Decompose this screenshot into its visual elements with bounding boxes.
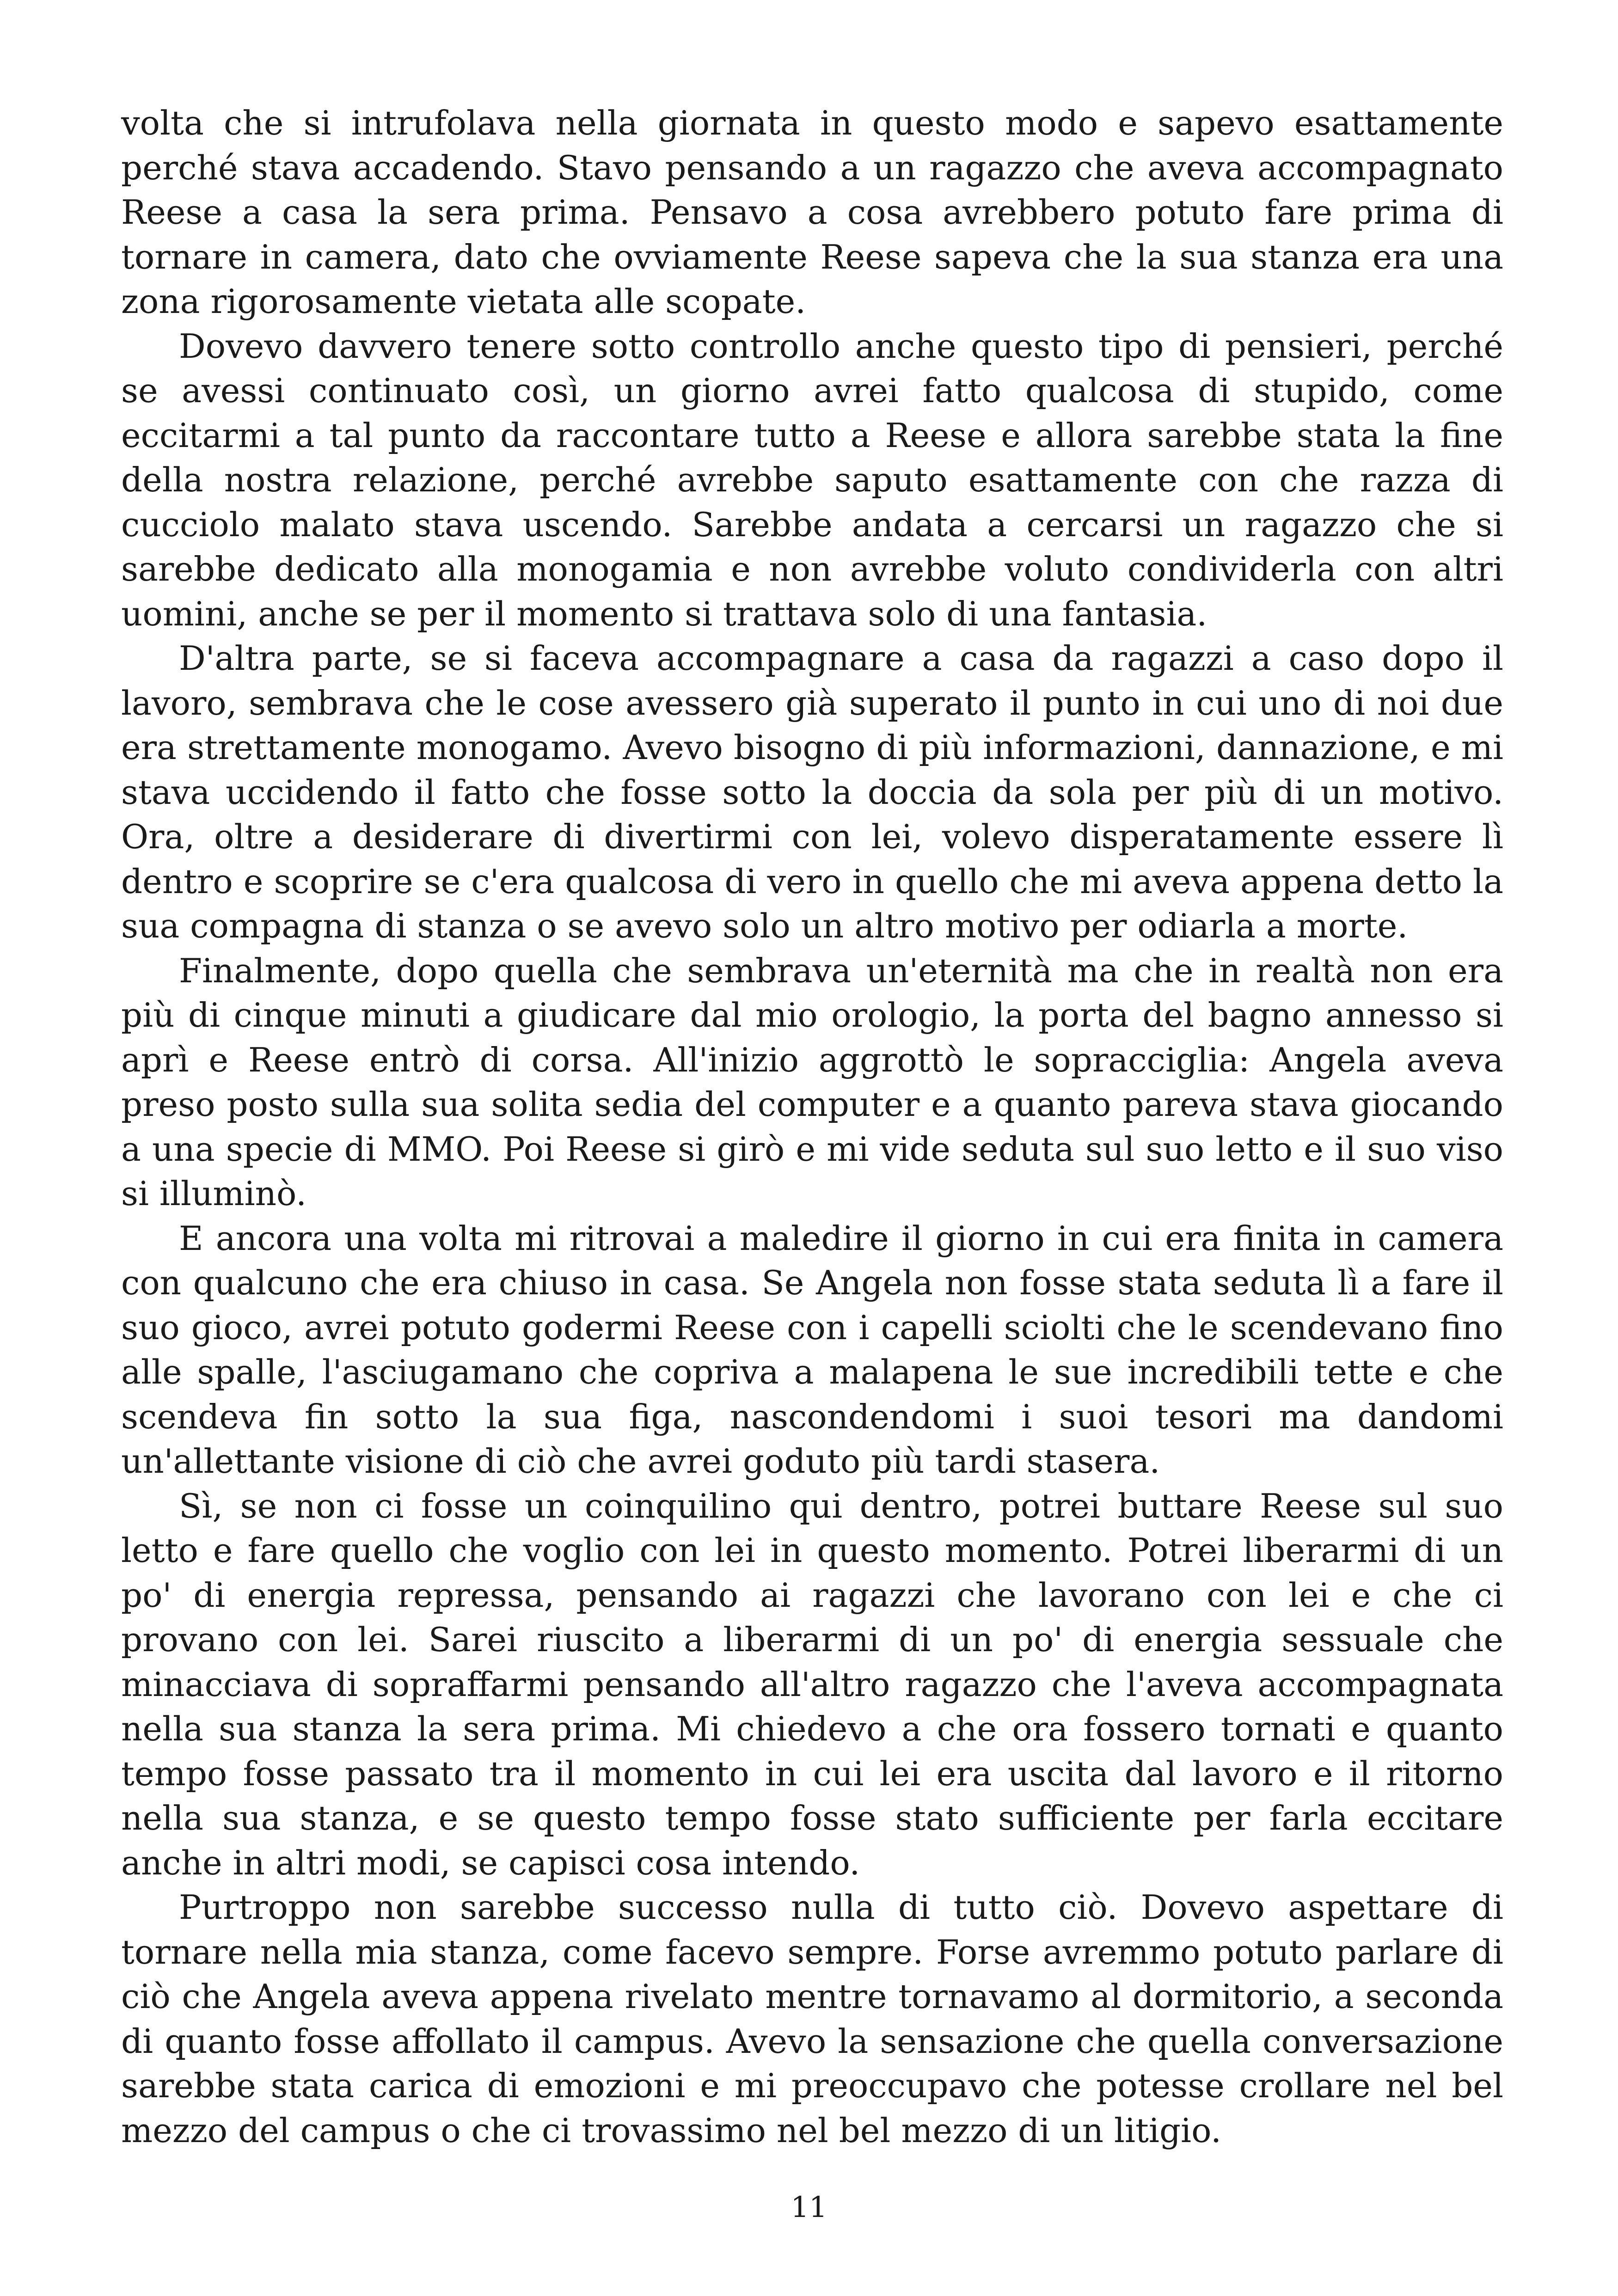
page-body: [121, 101, 1503, 2153]
paragraph-4: Finalmente, dopo quella che sembrava un'eternità ma che in realtà non era più di cinque minuti a giudicare dal mio orologio, la porta del bagno annesso si aprì e Reese entrò di corsa. All'inizio aggrottò le sopracciglia: Angela aveva preso posto sulla sua solita sedia del computer e a quanto pareva stava giocando a una specie di MMO. Poi Reese si girò e mi vide seduta sul suo letto e il suo viso si illuminò.: [121, 951, 1503, 1213]
paragraph-7: Purtroppo non sarebbe successo nulla di tutto ciò. Dovevo aspettare di tornare nella mia stanza, come facevo sempre. Forse avremmo potuto parlare di ciò che Angela aveva appena rivelato mentre tornavamo al dormitorio, a seconda di quanto fosse affollato il campus. Avevo la sensazione che quella conversazione sarebbe stata carica di emozioni e mi preoccupavo che potesse crollare nel bel mezzo del campus o che ci trovassimo nel bel mezzo di un litigio.: [121, 1888, 1503, 2150]
page-number: 11: [791, 2190, 827, 2224]
paragraph-3: D'altra parte, se si faceva accompagnare a casa da ragazzi a caso dopo il lavoro, sembrava che le cose avessero già superato il punto in cui uno di noi due era strettamente monogamo. Avevo bisogno di più informazioni, dannazione, e mi stava uccidendo il fatto che fosse sotto la doccia da sola per più di un motivo. Ora, oltre a desiderare di divertirmi con lei, volevo disperatamente essere lì dentro e scoprire se c'era qualcosa di vero in quello che mi aveva appena detto la sua compagna di stanza o se avevo solo un altro motivo per odiarla a morte.: [121, 639, 1503, 945]
paragraph-6: Sì, se non ci fosse un coinquilino qui dentro, potrei buttare Reese sul suo letto e fare quello che voglio con lei in questo momento. Potrei liberarmi di un po' di energia repressa, pensando ai ragazzi che lavorano con lei e che ci provano con lei. Sarei riuscito a liberarmi di un po' di energia sessuale che minacciava di sopraffarmi pensando all'altro ragazzo che l'aveva accompagnata nella sua stanza la sera prima. Mi chiedevo a che ora fossero tornati e quanto tempo fosse passato tra il momento in cui lei era uscita dal lavoro e il ritorno nella sua stanza, e se questo tempo fosse stato sufficiente per farla eccitare anche in altri modi, se capisci cosa intendo.: [121, 1486, 1503, 1882]
paragraph-1: volta che si intrufolava nella giornata in questo modo e sapevo esattamente perché stava accadendo. Stavo pensando a un ragazzo che aveva accompagnato Reese a casa la sera prima. Pensavo a cosa avrebbero potuto fare prima di tornare in camera, dato che ovviamente Reese sapeva che la sua stanza era una zona rigorosamente vietata alle scopate.: [121, 104, 1503, 321]
paragraph-2: Dovevo davvero tenere sotto controllo anche questo tipo di pensieri, perché se avessi continuato così, un giorno avrei fatto qualcosa di stupido, come eccitarmi a tal punto da raccontare tutto a Reese e allora sarebbe stata la fine della nostra relazione, perché avrebbe saputo esattamente con che razza di cucciolo malato stava uscendo. Sarebbe andata a cercarsi un ragazzo che si sarebbe dedicato alla monogamia e non avrebbe voluto condividerla con altri uomini, anche se per il momento si trattava solo di una fantasia.: [121, 326, 1503, 633]
paragraph-5: E ancora una volta mi ritrovai a maledire il giorno in cui era finita in camera con qualcuno che era chiuso in casa. Se Angela non fosse stata seduta lì a fare il suo gioco, avrei potuto godermi Reese con i capelli sciolti che le scendevano fino alle spalle, l'asciugamano che copriva a malapena le sue incredibili tette e che scendeva fin sotto la sua figa, nascondendomi i suoi tesori ma dandomi un'allettante visione di ciò che avrei goduto più tardi stasera.: [121, 1218, 1503, 1481]
